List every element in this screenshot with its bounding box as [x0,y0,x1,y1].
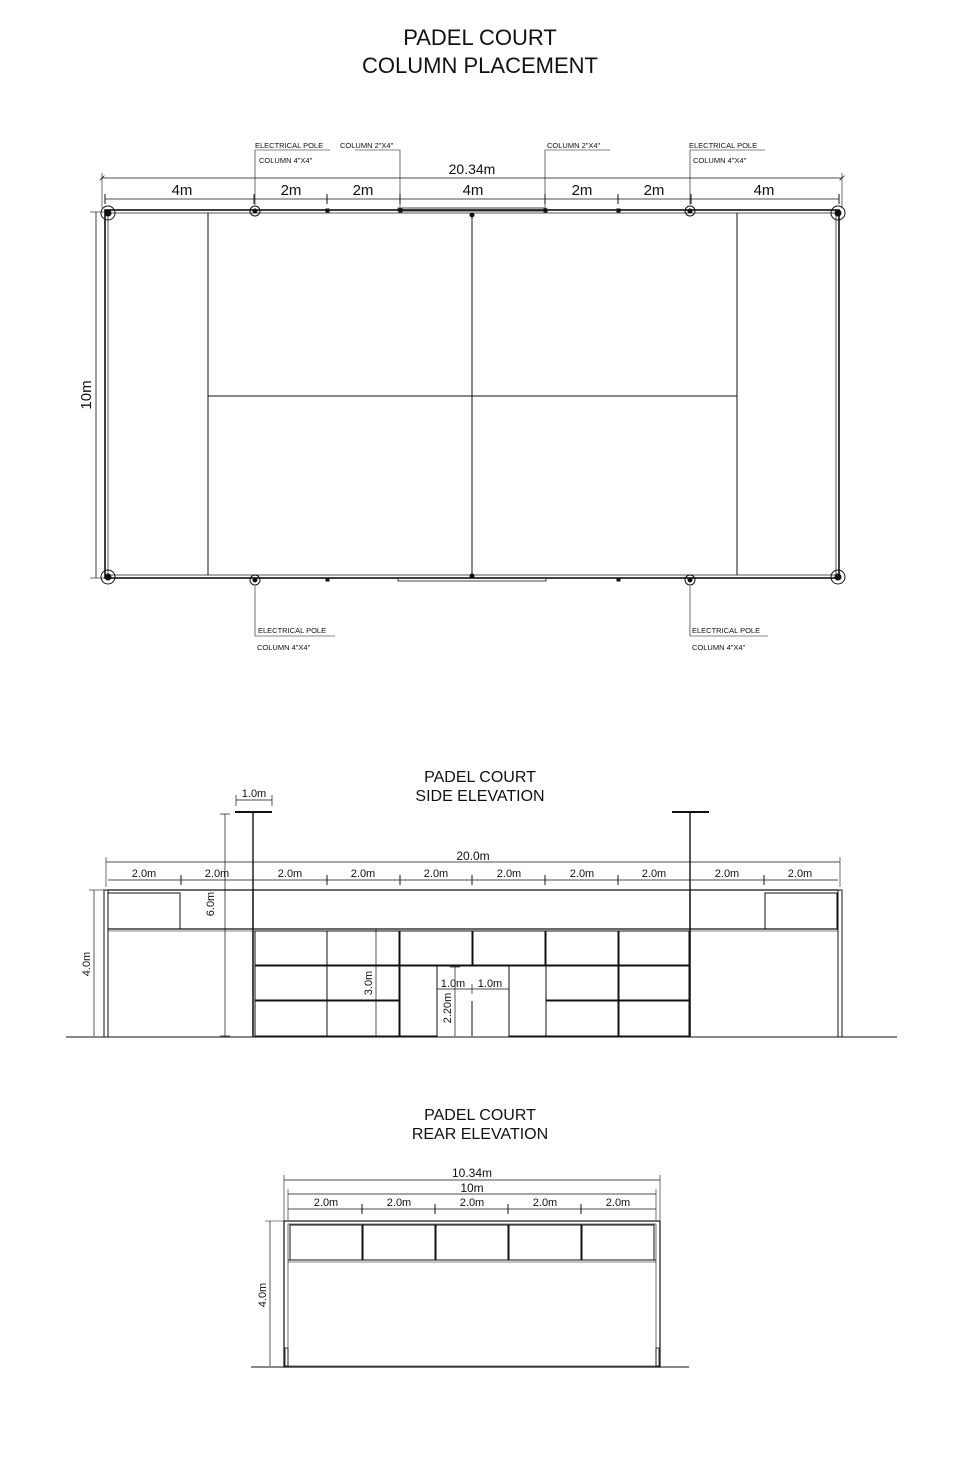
callout-electrical-pole-tr: ELECTRICAL POLE [689,141,758,150]
rear-upper-panel [290,1225,362,1260]
plan-drawing [90,150,845,636]
net-post-bottom [470,574,474,578]
dim-segment-label: 2m [571,182,593,199]
column-small [326,209,329,212]
callout-column-tr: COLUMN 4"X4" [693,156,747,165]
dim-side-segment-label: 2.0m [641,868,667,880]
rear-upper-panel [509,1225,581,1260]
side-title-line2: SIDE ELEVATION [415,788,545,805]
end-post-left [104,890,108,1037]
rear-outline [284,1221,660,1367]
rear-upper-panel [436,1225,508,1260]
rear-upper-panel [363,1225,435,1260]
dim-overall-width-label: 20.34m [448,161,496,177]
end-post-right [838,890,842,1037]
dim-side-segment-label: 2.0m [787,868,813,880]
dim-rear-overall-label: 10.34m [451,1166,493,1180]
dim-rear-segment-label: 2.0m [459,1197,485,1209]
callout-column-a: COLUMN 2"X4" [340,141,394,150]
side-title-line1: PADEL COURT [424,769,536,786]
dim-side-segment-label: 2.0m [277,868,303,880]
dim-door-width-right-label: 1.0m [477,978,503,990]
dim-wall-height-label: 4.0m [81,951,93,977]
dim-side-segment-label: 2.0m [350,868,376,880]
callout-column-bl: COLUMN 4"X4" [257,643,311,652]
column-small [617,578,620,581]
dim-segment-label: 2m [352,182,374,199]
column-small [399,209,402,212]
rear-title-line1: PADEL COURT [424,1107,536,1124]
column-small [326,578,329,581]
dim-side-segment-label: 2.0m [204,868,230,880]
dim-rear-segment-label: 2.0m [386,1197,412,1209]
dim-rear-segment-label: 2.0m [313,1197,339,1209]
dim-rear-segment-label: 2.0m [532,1197,558,1209]
dim-segment-label: 4m [171,182,193,199]
plan-title-line2: COLUMN PLACEMENT [362,53,598,78]
rear-title-line2: REAR ELEVATION [411,1126,549,1143]
column-small [544,209,547,212]
door-frame-left [400,966,437,1036]
plan-title-line1: PADEL COURT [403,25,557,50]
dim-rear-segment-label: 2.0m [605,1197,631,1209]
dim-door-width-left-label: 1.0m [440,978,466,990]
side-elevation-drawing [66,795,897,1037]
callout-electrical-pole-bl: ELECTRICAL POLE [258,626,327,635]
dim-segment-label: 4m [462,182,484,199]
callout-column-tl: COLUMN 4"X4" [259,156,313,165]
dim-arm-label: 1.0m [241,788,267,800]
callout-electrical-pole-tl: ELECTRICAL POLE [255,141,324,150]
net-post-top [470,213,474,217]
dim-rear-inner-label: 10m [460,1181,484,1195]
dim-pole-height-label: 6.0m [205,891,217,917]
dim-side-segment-label: 2.0m [131,868,157,880]
dim-height-label: 10m [78,380,95,410]
dim-glass-height-label: 3.0m [363,970,375,996]
door-frame-right [509,966,546,1036]
dim-door-height-label: 2.20m [442,992,454,1024]
dim-side-segment-label: 2.0m [423,868,449,880]
upper-panel-right [765,893,837,929]
column-small [617,209,620,212]
dim-segment-label: 2m [280,182,302,199]
dim-rear-height-label: 4.0m [257,1282,269,1308]
dim-side-segment-label: 2.0m [569,868,595,880]
dim-segment-label: 4m [753,182,775,199]
callout-electrical-pole-br: ELECTRICAL POLE [692,626,761,635]
upper-panel-left [108,893,180,929]
dim-side-segment-label: 2.0m [496,868,522,880]
dim-segment-label: 2m [643,182,665,199]
rear-upper-panel [582,1225,654,1260]
callout-column-b: COLUMN 2"X4" [547,141,601,150]
dim-side-overall-label: 20.0m [456,849,490,863]
dim-side-segment-label: 2.0m [714,868,740,880]
callout-column-br: COLUMN 4"X4" [692,643,746,652]
